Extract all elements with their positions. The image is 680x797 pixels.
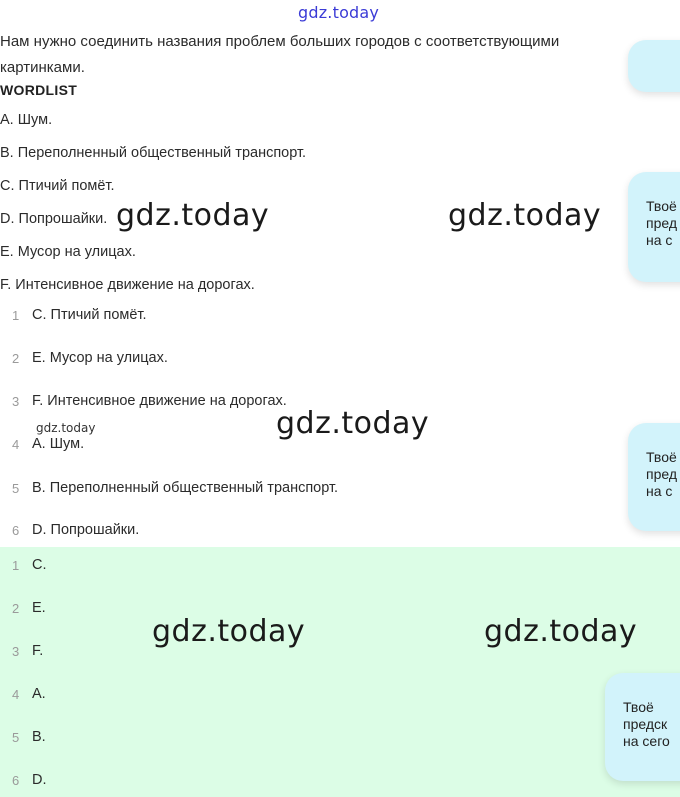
answer-number: 6: [12, 523, 20, 538]
answer-text: F.: [32, 643, 44, 659]
watermark-small: gdz.today: [36, 421, 96, 435]
side-promo-card-text: Твоё пред на с: [646, 449, 678, 499]
answer-text: A. Шум.: [32, 436, 85, 452]
answer-text: D. Попрошайки.: [32, 522, 140, 538]
answer-number: 5: [12, 481, 20, 496]
side-promo-card[interactable]: [628, 423, 680, 531]
answer-text: F. Интенсивное движение на дорогах.: [32, 393, 287, 409]
side-promo-card[interactable]: [628, 172, 680, 282]
watermark: gdz.today: [276, 406, 430, 441]
answer-number: 2: [12, 351, 20, 366]
side-promo-card-text: Твоё предск на сего: [623, 699, 670, 749]
answer-number: 1: [12, 308, 20, 323]
wordlist-title: WORDLIST: [0, 82, 78, 98]
answer-text: B. Переполненный общественный транспорт.: [32, 480, 339, 496]
wordlist-item-c: C. Птичий помёт.: [0, 178, 115, 194]
task-intro: Нам нужно соединить названия проблем больших городов с соответствующими картинками.: [0, 33, 560, 76]
answer-text: E. Мусор на улицах.: [32, 350, 168, 366]
wordlist-item-d: D. Попрошайки.: [0, 211, 108, 227]
wordlist-item-f: F. Интенсивное движение на дорогах.: [0, 277, 255, 293]
answer-text: E.: [32, 600, 46, 616]
answer-text: D.: [32, 772, 47, 788]
answer-text: C.: [32, 557, 47, 573]
answer-number: 4: [12, 437, 20, 452]
watermark: gdz.today: [152, 614, 306, 649]
answer-text: C. Птичий помёт.: [32, 307, 147, 323]
answer-number: 3: [12, 394, 20, 409]
side-promo-card[interactable]: [605, 673, 680, 781]
answer-number: 1: [12, 558, 20, 573]
side-promo-card[interactable]: [628, 40, 680, 92]
answer-number: 5: [12, 730, 20, 745]
answer-text: A.: [32, 686, 46, 702]
side-promo-card-text: Твоё пред на с: [646, 198, 678, 248]
watermark: gdz.today: [448, 198, 602, 233]
short-answers-block: [0, 547, 680, 797]
watermark: gdz.today: [484, 614, 638, 649]
answer-number: 3: [12, 644, 20, 659]
watermark: gdz.today: [116, 198, 270, 233]
top-watermark: gdz.today: [298, 3, 380, 22]
answer-text: B.: [32, 729, 46, 745]
wordlist-item-e: E. Мусор на улицах.: [0, 244, 136, 260]
answer-number: 6: [12, 773, 20, 788]
answer-number: 2: [12, 601, 20, 616]
answer-number: 4: [12, 687, 20, 702]
wordlist-item-a: A. Шум.: [0, 112, 53, 128]
wordlist-item-b: B. Переполненный общественный транспорт.: [0, 145, 307, 161]
